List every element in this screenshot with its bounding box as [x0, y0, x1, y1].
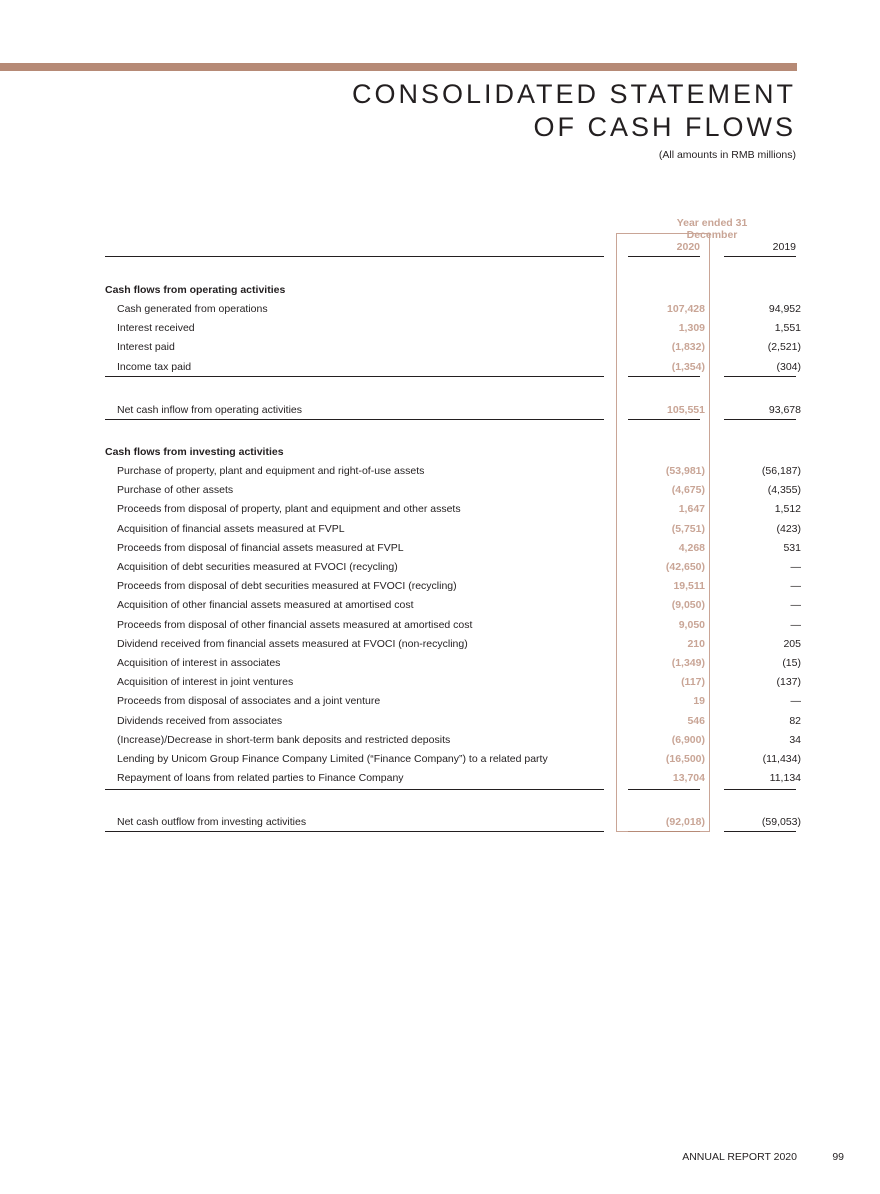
row-label: Cash flows from operating activities [105, 284, 286, 296]
row-label: Acquisition of interest in associates [117, 657, 281, 669]
value-2019: (15) [782, 657, 801, 669]
row-label: Net cash inflow from operating activities [117, 404, 302, 416]
header-rule-2020 [628, 256, 700, 257]
investing-total-rule-0 [105, 831, 604, 832]
row-label: Proceeds from disposal of financial assets measured at FVPL [117, 541, 404, 554]
table-row [0, 769, 880, 788]
table-row [0, 462, 880, 481]
value-2020: (9,050) [671, 599, 705, 612]
row-label: Acquisition of interest in joint ventures [117, 676, 294, 689]
table-row [0, 750, 880, 769]
value-2019: (423) [776, 522, 801, 535]
value-2019: (59,053) [761, 816, 801, 828]
value-2019: 1,512 [774, 503, 801, 516]
value-2019: 205 [783, 637, 801, 650]
table-row [0, 654, 880, 673]
column-header-2020: 2020 [676, 241, 700, 253]
value-2020: (1,349) [671, 657, 705, 669]
value-2020: (1,832) [671, 341, 705, 354]
value-2020: 210 [687, 637, 705, 650]
investing-total-rule-1 [628, 831, 700, 832]
operating-subtotal-rule-1 [628, 376, 700, 377]
value-2020: 13,704 [672, 772, 705, 785]
page-subtitle: (All amounts in RMB millions) [658, 149, 796, 161]
top-accent-bar [0, 63, 797, 71]
value-2020: (16,500) [665, 753, 705, 765]
row-label: Proceeds from disposal of associates and a joint venture [117, 695, 381, 708]
table-row [0, 635, 880, 654]
investing-subtotal-rule-0 [105, 789, 604, 790]
table-row [0, 500, 880, 519]
row-label: Interest paid [117, 341, 175, 354]
table-row [0, 692, 880, 711]
row-label: Income tax paid [117, 360, 192, 373]
table-row [0, 577, 880, 596]
value-2020: 19,511 [673, 580, 705, 593]
row-label: Cash generated from operations [117, 303, 268, 315]
operating-subtotal-rule-2 [724, 376, 796, 377]
total-row-investing [0, 813, 880, 832]
value-2019: 531 [783, 541, 801, 554]
value-2020: (5,751) [671, 522, 705, 535]
row-label: Cash flows from investing activities [105, 446, 284, 458]
value-2019: (137) [776, 676, 801, 689]
row-label: Purchase of other assets [117, 484, 234, 497]
table-row [0, 731, 880, 750]
operating-total-rule-0 [105, 419, 604, 420]
value-2019: 82 [789, 714, 801, 727]
value-2019: (2,521) [767, 341, 801, 354]
report-footer-label: ANNUAL REPORT 2020 [682, 1151, 797, 1163]
value-2019: (11,434) [762, 753, 801, 765]
value-2020: 107,428 [667, 303, 705, 315]
row-label: Net cash outflow from investing activities [117, 816, 307, 828]
value-2020: (6,900) [671, 733, 705, 746]
column-header-2019: 2019 [772, 241, 796, 253]
section-heading-operating [0, 281, 880, 300]
value-2019: — [790, 599, 801, 612]
year-group-header: Year ended 31 December [676, 217, 748, 241]
value-2019: 93,678 [768, 404, 801, 416]
table-row [0, 673, 880, 692]
value-2019: — [790, 618, 801, 631]
value-2019: (304) [776, 360, 801, 373]
value-2020: 19 [693, 695, 705, 708]
value-2019: — [790, 695, 801, 708]
value-2020: 546 [687, 714, 705, 727]
value-2020: (117) [681, 676, 705, 689]
table-row [0, 539, 880, 558]
value-2020: (92,018) [665, 816, 705, 828]
table-row [0, 481, 880, 500]
title-line-2: OF CASH FLOWS [533, 112, 796, 142]
table-row [0, 338, 880, 357]
value-2020: 1,309 [678, 322, 705, 335]
investing-subtotal-rule-2 [724, 789, 796, 790]
table-row [0, 520, 880, 539]
total-row-operating [0, 401, 880, 420]
page-title [352, 78, 796, 144]
row-label: Dividend received from financial assets measured at FVOCI (non-recycling) [117, 637, 468, 650]
row-label: Interest received [117, 322, 195, 335]
value-2019: — [790, 561, 801, 573]
value-2020: (53,981) [665, 465, 705, 477]
operating-total-rule-1 [628, 419, 700, 420]
value-2020: 1,647 [678, 503, 705, 516]
operating-total-rule-2 [724, 419, 796, 420]
value-2019: 1,551 [774, 322, 801, 335]
value-2019: — [790, 580, 801, 593]
table-row [0, 596, 880, 615]
operating-subtotal-rule-0 [105, 376, 604, 377]
value-2020: (42,650) [665, 561, 705, 573]
title-line-1: CONSOLIDATED STATEMENT [351, 79, 796, 109]
table-row [0, 712, 880, 731]
table-row [0, 558, 880, 577]
value-2019: 94,952 [768, 303, 801, 315]
value-2019: 11,134 [769, 772, 801, 785]
table-row [0, 300, 880, 319]
row-label: (Increase)/Decrease in short-term bank deposits and restricted deposits [117, 733, 451, 746]
value-2019: (56,187) [761, 465, 801, 477]
section-heading-investing [0, 443, 880, 462]
row-label: Acquisition of debt securities measured at FVOCI (recycling) [117, 561, 398, 573]
header-rule-label [105, 256, 604, 257]
table-row [0, 616, 880, 635]
row-label: Dividends received from associates [117, 714, 283, 727]
row-label: Proceeds from disposal of debt securities measured at FVOCI (recycling) [117, 580, 457, 593]
row-label: Proceeds from disposal of other financial assets measured at amortised cost [117, 618, 473, 631]
investing-subtotal-rule-1 [628, 789, 700, 790]
row-label: Acquisition of other financial assets measured at amortised cost [117, 599, 414, 612]
row-label: Proceeds from disposal of property, plant and equipment and other assets [117, 503, 461, 516]
value-2019: (4,355) [767, 484, 801, 497]
value-2019: 34 [789, 733, 801, 746]
header-rule-2019 [724, 256, 796, 257]
value-2020: 9,050 [678, 618, 705, 631]
investing-total-rule-2 [724, 831, 796, 832]
value-2020: (4,675) [671, 484, 705, 497]
table-row [0, 358, 880, 377]
value-2020: (1,354) [671, 360, 705, 373]
row-label: Lending by Unicom Group Finance Company Limited (“Finance Company”) to a related party [117, 753, 548, 765]
row-label: Repayment of loans from related parties to Finance Company [117, 772, 404, 785]
row-label: Purchase of property, plant and equipment and right-of-use assets [117, 465, 425, 477]
row-label: Acquisition of financial assets measured at FVPL [117, 522, 345, 535]
value-2020: 105,551 [667, 404, 705, 416]
table-row [0, 319, 880, 338]
page-number: 99 [832, 1151, 844, 1163]
value-2020: 4,268 [678, 541, 705, 554]
